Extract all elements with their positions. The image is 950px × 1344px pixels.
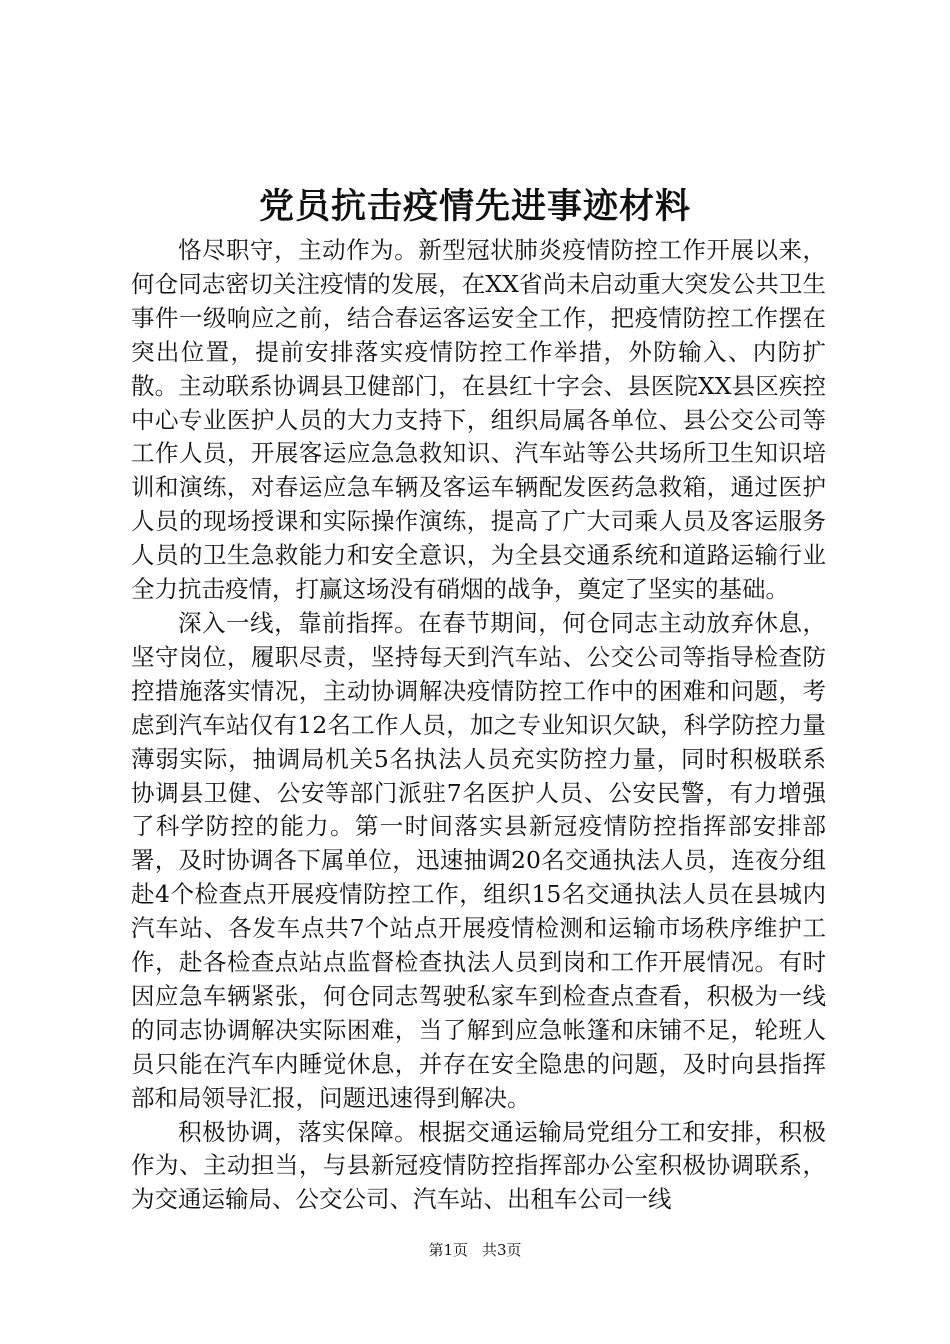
page-total: 共3页 <box>482 1241 522 1259</box>
page-number: 第1页 <box>428 1241 468 1259</box>
paragraph: 恪尽职守，主动作为。新型冠状肺炎疫情防控工作开展以来，何仓同志密切关注疫情的发展，在XX省尚未启动重大突发公共卫生事件一级响应之前，结合春运客运安全工作，把疫情防控工作摆在突出位置，提前安排落实疫情防控工作举措，外防输入、内防扩散。主动联系协调县卫健部门，在县红十字会、县医院XX县区疾控中心专业医护人员的大力支持下，组织局属各单位、县公交公司等工作人员，开展客运应急急救知识、汽车站等公共场所卫生知识培训和演练，对春运应急车辆及客运车辆配发医药急救箱，通过医护人员的现场授课和实际操作演练，提高了广大司乘人员及客运服务人员的卫生急救能力和安全意识，为全县交通系统和道路运输行业全力抗击疫情，打赢这场没有硝烟的战争，奠定了坚实的基础。 <box>131 236 826 604</box>
paragraph: 深入一线，靠前指挥。在春节期间，何仓同志主动放弃休息，坚守岗位，履职尽责，坚持每天到汽车站、公交公司等指导检查防控措施落实情况，主动协调解决疫情防控工作中的困难和问题，考虑到汽车站仅有12名工作人员，加之专业知识欠缺，科学防控力量薄弱实际，抽调局机关5名执法人员充实防控力量，同时积极联系协调县卫健、公安等部门派驻7名医护人员、公安民警，有力增强了科学防控的能力。第一时间落实县新冠疫情防控指挥部安排部署，及时协调各下属单位，迅速抽调20名交通执法人员，连夜分组赴4个检查点开展疫情防控工作，组织15名交通执法人员在县城内汽车站、各发车点共7个站点开展疫情检测和运输市场秩序维护工作，赴各检查点站点监督检查执法人员到岗和工作开展情况。有时因应急车辆紧张，何仓同志驾驶私家车到检查点查看，积极为一线的同志协调解决实际困难，当了解到应急帐篷和床铺不足，轮班人员只能在汽车内睡觉休息，并存在安全隐患的问题，及时向县指挥部和局领导汇报，问题迅速得到解决。 <box>131 608 826 1112</box>
paragraph: 积极协调，落实保障。根据交通运输局党组分工和安排，积极作为、主动担当，与县新冠疫情防控指挥部办公室积极协调联系，为交通运输局、公交公司、汽车站、出租车公司一线 <box>131 1117 826 1214</box>
page-footer <box>0 1240 950 1260</box>
document-body <box>131 234 826 1217</box>
document-title: 党员抗击疫情先进事迹材料 <box>258 187 691 227</box>
